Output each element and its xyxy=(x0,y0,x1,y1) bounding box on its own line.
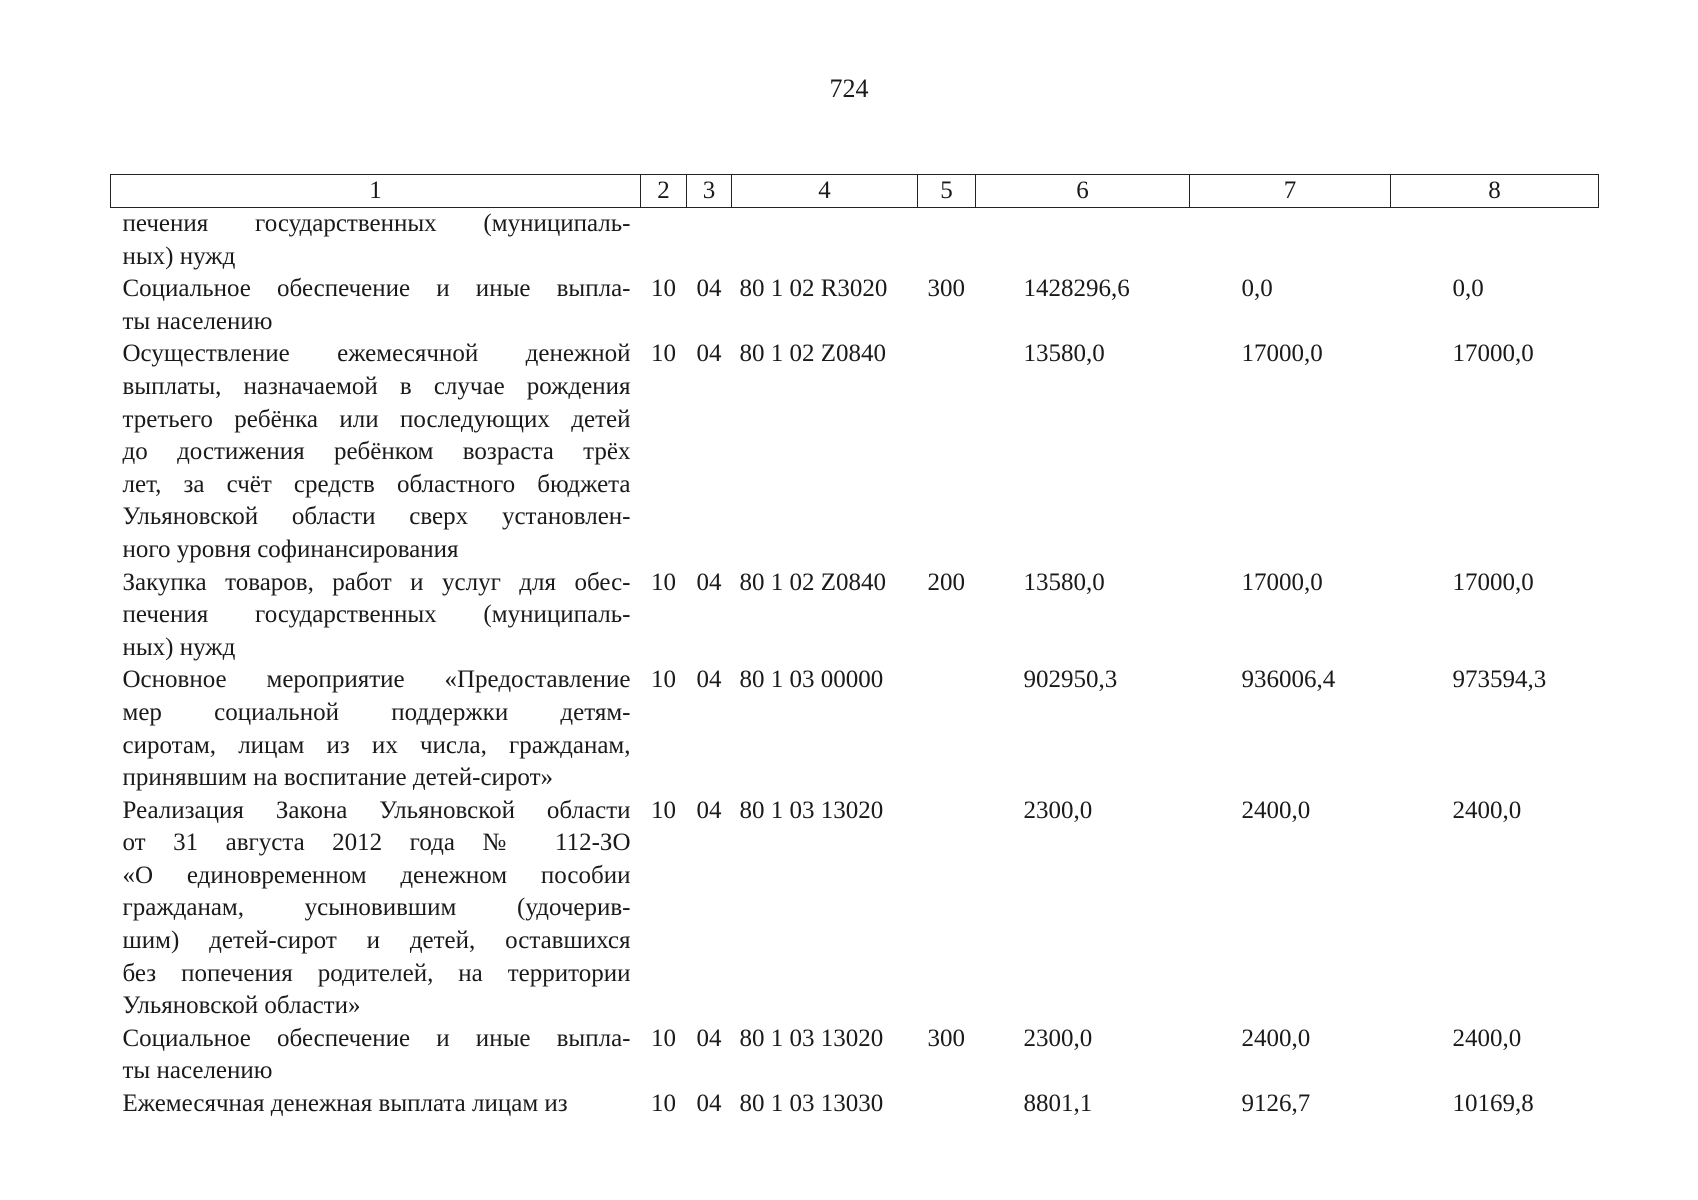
description-line: «О единовременном денежном пособии xyxy=(122,861,631,889)
description-line: принявшим на воспитание детей-сирот» xyxy=(122,764,554,792)
amount-year-2: 2400,0 xyxy=(1241,1024,1311,1052)
description-line: Ульяновской области» xyxy=(122,992,361,1020)
amount-year-3: 17000,0 xyxy=(1452,568,1534,596)
table-row xyxy=(111,1023,1599,1088)
budget-table xyxy=(110,174,1599,1121)
description-line: Социальное обеспечение и иные выпла- xyxy=(122,1024,631,1052)
description-line: Ежемесячная денежная выплата лицам из xyxy=(122,1090,568,1118)
description-line: Закупка товаров, работ и услуг для обес- xyxy=(122,568,631,596)
expense-type-code xyxy=(918,338,976,566)
row-description xyxy=(111,567,641,665)
description-line: ных) нужд xyxy=(122,633,236,661)
description-line: Основное мероприятие «Предоставление xyxy=(122,666,631,694)
subsection-code: 04 xyxy=(696,275,722,303)
description-line: ных) нужд xyxy=(122,242,236,270)
section-code: 10 xyxy=(651,275,676,303)
target-article-code xyxy=(732,208,918,274)
description-line: печения государственных (муниципаль- xyxy=(122,210,631,237)
amount-year-3: 10169,8 xyxy=(1452,1090,1534,1118)
description-line: гражданам, усыновившим (удочерив- xyxy=(122,894,631,922)
target-article-code: 80 1 02 Z0840 xyxy=(739,568,887,596)
expense-type-code: 300 xyxy=(927,1024,965,1052)
description-line: лет, за счёт средств областного бюджета xyxy=(122,470,631,498)
amount-year-3 xyxy=(1391,208,1599,274)
column-number-6: 6 xyxy=(976,175,1190,208)
column-number-7: 7 xyxy=(1190,175,1391,208)
column-number-8: 8 xyxy=(1391,175,1599,208)
amount-year-1: 902950,3 xyxy=(1023,666,1118,694)
row-description xyxy=(111,664,641,794)
row-description xyxy=(111,1088,641,1121)
description-line: от 31 августа 2012 года № 112-ЗО xyxy=(122,829,631,857)
subsection-code: 04 xyxy=(696,1090,722,1118)
section-code: 10 xyxy=(651,568,676,596)
expense-type-code: 200 xyxy=(927,568,965,596)
expense-type-code xyxy=(918,664,976,794)
table-row xyxy=(111,567,1599,665)
section-code: 10 xyxy=(651,796,676,824)
header-row xyxy=(111,175,1599,208)
subsection-code: 04 xyxy=(696,340,722,368)
amount-year-3: 2400,0 xyxy=(1452,796,1522,824)
page-number: 724 xyxy=(829,74,869,103)
target-article-code: 80 1 03 13020 xyxy=(739,796,884,824)
expense-type-code: 300 xyxy=(927,275,965,303)
description-line: Ульяновской области сверх установлен- xyxy=(122,503,631,531)
subsection-code: 04 xyxy=(696,1024,722,1052)
description-line: мер социальной поддержки детям- xyxy=(122,698,631,726)
table-header xyxy=(111,175,1599,208)
table-row xyxy=(111,664,1599,794)
section-code: 10 xyxy=(651,340,676,368)
amount-year-1 xyxy=(976,208,1190,274)
amount-year-2: 936006,4 xyxy=(1241,666,1336,694)
amount-year-2: 0,0 xyxy=(1241,275,1273,303)
description-line: шим) детей-сирот и детей, оставшихся xyxy=(122,927,631,955)
description-line: Осуществление ежемесячной денежной xyxy=(122,340,631,368)
amount-year-1: 13580,0 xyxy=(1023,340,1105,368)
amount-year-1: 2300,0 xyxy=(1023,796,1093,824)
section-code xyxy=(641,208,687,274)
column-number-3: 3 xyxy=(687,175,732,208)
description-line: ты населению xyxy=(122,1057,273,1085)
table-row xyxy=(111,795,1599,1023)
section-code: 10 xyxy=(651,1090,676,1118)
amount-year-3: 973594,3 xyxy=(1452,666,1547,694)
amount-year-1: 13580,0 xyxy=(1023,568,1105,596)
amount-year-3: 2400,0 xyxy=(1452,1024,1522,1052)
row-description xyxy=(111,795,641,1023)
target-article-code: 80 1 03 13030 xyxy=(739,1090,884,1118)
amount-year-2: 9126,7 xyxy=(1241,1090,1311,1118)
expense-type-code xyxy=(918,208,976,274)
row-description xyxy=(111,1023,641,1088)
column-number-5: 5 xyxy=(918,175,976,208)
subsection-code: 04 xyxy=(696,796,722,824)
column-number-4: 4 xyxy=(732,175,918,208)
column-number-2: 2 xyxy=(641,175,687,208)
amount-year-2: 17000,0 xyxy=(1241,340,1323,368)
table-row xyxy=(111,338,1599,566)
table-row xyxy=(111,208,1599,274)
section-code: 10 xyxy=(651,666,676,694)
row-description xyxy=(111,273,641,338)
description-line: до достижения ребёнком возраста трёх xyxy=(122,438,631,466)
row-description xyxy=(111,338,641,566)
target-article-code: 80 1 02 R3020 xyxy=(739,275,888,303)
subsection-code: 04 xyxy=(696,666,722,694)
target-article-code: 80 1 03 00000 xyxy=(739,666,884,694)
description-line: ты населению xyxy=(122,307,273,335)
amount-year-1: 1428296,6 xyxy=(1023,275,1130,303)
description-line: сиротам, лицам из их числа, гражданам, xyxy=(122,731,631,759)
description-line: третьего ребёнка или последующих детей xyxy=(122,405,631,433)
section-code: 10 xyxy=(651,1024,676,1052)
amount-year-2: 17000,0 xyxy=(1241,568,1323,596)
amount-year-3: 17000,0 xyxy=(1452,340,1534,368)
subsection-code xyxy=(687,208,732,274)
description-line: Социальное обеспечение и иные выпла- xyxy=(122,275,631,303)
amount-year-2: 2400,0 xyxy=(1241,796,1311,824)
description-line: ного уровня софинансирования xyxy=(122,535,459,563)
column-number-1: 1 xyxy=(111,175,641,208)
row-description xyxy=(111,208,641,274)
table-body xyxy=(111,208,1599,1121)
amount-year-3: 0,0 xyxy=(1452,275,1484,303)
table-row xyxy=(111,1088,1599,1121)
target-article-code: 80 1 02 Z0840 xyxy=(739,340,887,368)
description-line: Реализация Закона Ульяновской области xyxy=(122,796,631,824)
expense-type-code xyxy=(918,795,976,1023)
table-row xyxy=(111,273,1599,338)
expense-type-code xyxy=(918,1088,976,1121)
amount-year-2 xyxy=(1190,208,1391,274)
amount-year-1: 8801,1 xyxy=(1023,1090,1093,1118)
target-article-code: 80 1 03 13020 xyxy=(739,1024,884,1052)
description-line: без попечения родителей, на территории xyxy=(122,959,631,987)
description-line: выплаты, назначаемой в случае рождения xyxy=(122,372,631,400)
amount-year-1: 2300,0 xyxy=(1023,1024,1093,1052)
description-line: печения государственных (муниципаль- xyxy=(122,601,631,629)
subsection-code: 04 xyxy=(696,568,722,596)
